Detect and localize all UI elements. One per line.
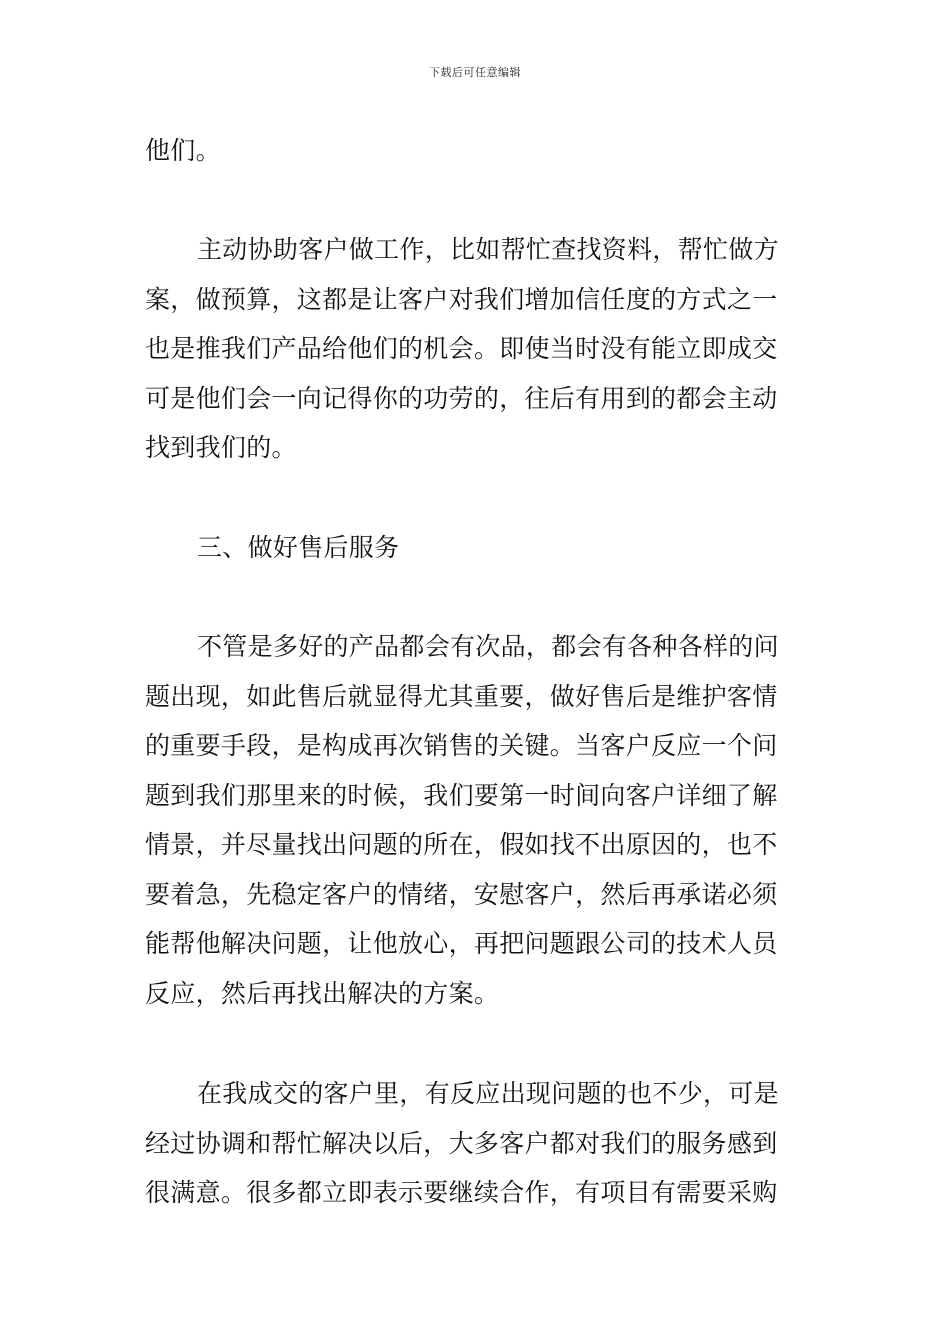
paragraph-line: 也是推我们产品给他们的机会。即使当时没有能立即成交 [145,334,778,363]
paragraph-line: 找到我们的。 [145,433,297,462]
paragraph-line: 不管是多好的产品都会有次品，都会有各种各样的问 [197,632,779,661]
paragraph-line: 题到我们那里来的时候，我们要第一时间向客户详细了解 [145,780,778,810]
paragraph-line: 在我成交的客户里，有反应出现问题的也不少，可是 [197,1079,779,1108]
paragraph-line: 能帮他解决问题，让他放心，再把问题跟公司的技术人员 [145,929,778,958]
paragraph-line: 题出现，如此售后就显得尤其重要，做好售后是维护客情 [145,681,778,711]
paragraph [145,126,805,176]
paragraph-line: 情景，并尽量找出问题的所在，假如找不出原因的，也不 [145,830,778,859]
paragraph [145,225,805,473]
paragraph-line: 的重要手段，是构成再次销售的关键。当客户反应一个问 [145,731,778,760]
paragraph-line: 他们。 [145,136,221,165]
paragraph-line: 很满意。很多都立即表示要继续合作，有项目有需要采购 [145,1178,778,1207]
paragraph-line: 可是他们会一向记得你的功劳的，往后有用到的都会主动 [145,383,778,413]
section-heading-text: 三、做好售后服务 [197,533,400,562]
paragraph-line: 主动协助客户做工作，比如帮忙查找资料，帮忙做方 [197,235,779,264]
paragraph-line: 反应，然后再找出解决的方案。 [145,978,500,1008]
page-header: 下载后可任意编辑 [429,66,521,79]
paragraph-line: 要着急，先稳定客户的情绪，安慰客户，然后再承诺必须 [145,879,778,909]
section-heading [145,523,805,573]
paragraph [145,1069,805,1218]
paragraph-line: 经过协调和帮忙解决以后，大多客户都对我们的服务感到 [145,1128,778,1158]
paragraph-line: 案，做预算，这都是让客户对我们增加信任度的方式之一 [145,284,778,314]
paragraph [145,622,805,1018]
